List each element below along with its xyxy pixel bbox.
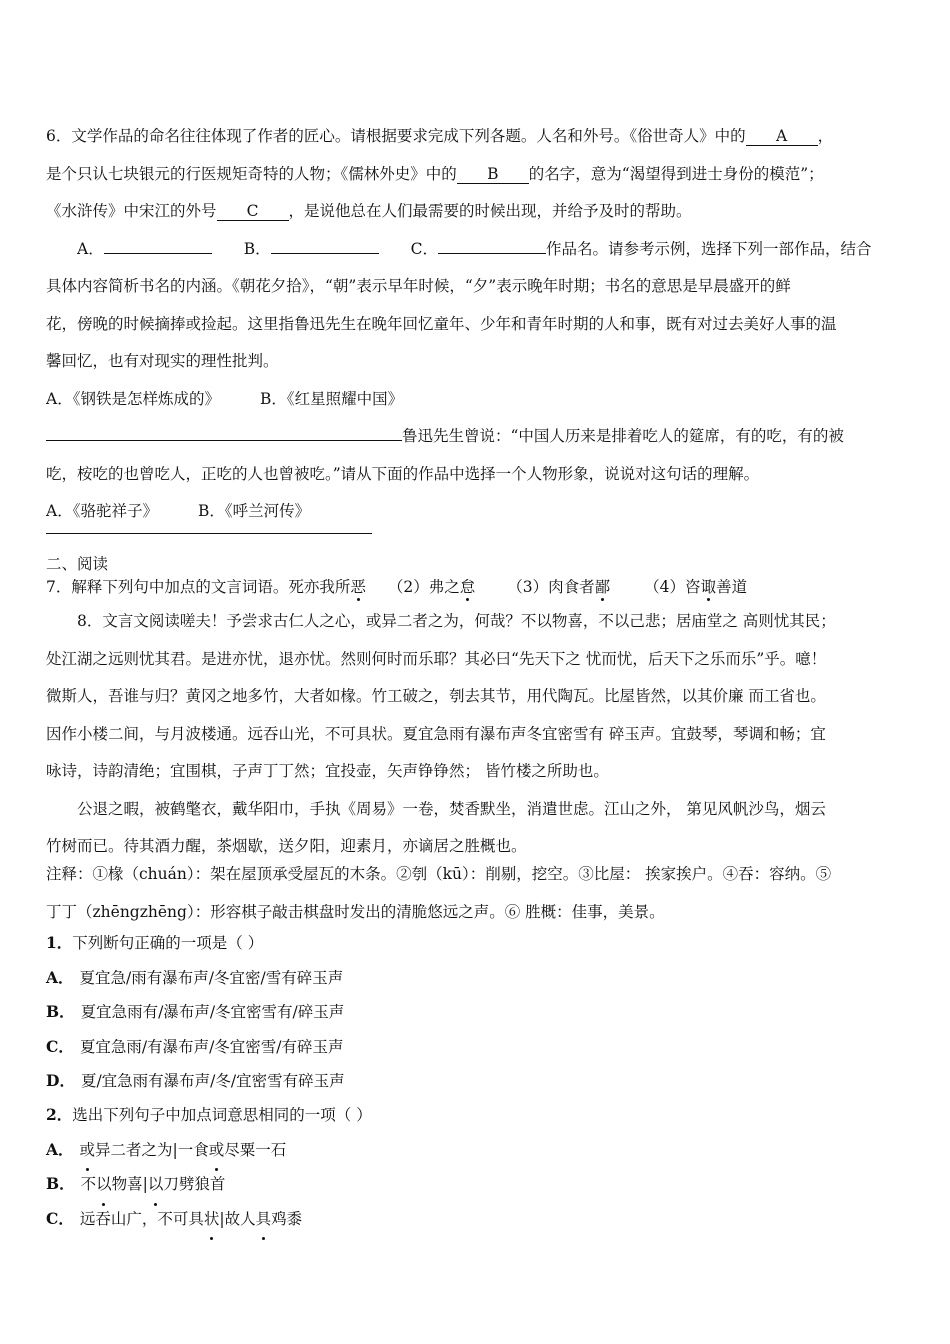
question-6 xyxy=(46,118,904,531)
q6-line-6: 花，傍晚的时候摘捧或捡起。这里指鲁迅先生在晚年回忆童年、少年和青年时期的人和事，既有对过去美好人事的温 xyxy=(46,314,837,333)
sub2-option-c[interactable]: C． 远吞山广，不可具状|故人具鸡黍 xyxy=(46,1202,904,1237)
question-8-passage xyxy=(46,603,904,866)
q6-line-5: 具体内容简析书名的内涵。《朝花夕拾》，“朝”表示早年时候，“夕”表示晚年时期；书名的意思是早晨盛开的鲜 xyxy=(46,277,791,295)
sub-question-1 xyxy=(46,926,904,1099)
annotation-line-1: 注释：①椽（chuán）：架在屋顶承受屋瓦的木条。②刳（kū）：削剔，挖空。③比屋： 挨家挨户。④吞：容纳。⑤ xyxy=(46,865,832,883)
sub2-option-b[interactable]: B． 不以物喜|以刀劈狼首 xyxy=(46,1167,904,1202)
q6-options-1: A．《钢铁是怎样炼成的》 B．《红星照耀中国》 xyxy=(46,389,404,408)
q6-options-2: A．《骆驼祥子》 B．《呼兰河传》 xyxy=(46,502,311,520)
sub1-option-d[interactable]: D． 夏/宜急雨有瀑布声/冬/宜密雪有碎玉声 xyxy=(46,1071,345,1090)
q6-line-1: 6．文学作品的命名往往体现了作者的匠心。请根据要求完成下列各题。人名和外号。《俗世奇人》中的 A ， xyxy=(46,127,834,145)
answer-line-b[interactable] xyxy=(271,253,379,254)
passage-line-2: 处江湖之远则忧其君。是进亦忧，退亦忧。然则何时而乐耶？其必曰“先天下之 忧而忧，后天下之乐而乐”乎。噫！ xyxy=(46,649,827,668)
answer-line-a[interactable] xyxy=(104,253,212,254)
sub1-option-a[interactable]: A． 夏宜急/雨有瀑布声/冬宜密/雪有碎玉声 xyxy=(46,967,344,987)
passage-line-1: 8．文言文阅读嗟夫！予尝求古仁人之心，或异二者之为，何哉？不以物喜，不以己悲；居庙堂之 高则忧其民； xyxy=(77,612,836,630)
sub2-option-a[interactable]: A． 或异二者之为|一食或尽粟一石 xyxy=(46,1133,904,1168)
section-heading-reading: 二、阅读 xyxy=(46,555,109,573)
blank-a[interactable]: A xyxy=(746,127,818,146)
sub-question-2 xyxy=(46,1098,904,1236)
q6-line-3: 《水浒传》中宋江的外号 C ，是说他总在人们最需要的时候出现，并给予及时的帮助。 xyxy=(46,202,692,220)
q6-line-2: 是个只认七块银元的行医规矩奇特的人物；《儒林外史》中的 B 的名字，意为“渴望得到进士身份的模范”； xyxy=(46,164,824,183)
annotations xyxy=(46,856,904,931)
sub1-stem: 1．下列断句正确的一项是（ ） xyxy=(46,933,264,952)
answer-line-c[interactable] xyxy=(438,253,546,254)
sub1-option-b[interactable]: B． 夏宜急雨有/瀑布声/冬宜密雪有/碎玉声 xyxy=(46,1002,345,1021)
q6-line-10: 吃，桉吃的也曾吃人，正吃的人也曾被吃。”请从下面的作品中选择一个人物形象，说说对这句话的理解。 xyxy=(46,464,760,483)
blank-c[interactable]: C xyxy=(217,202,289,221)
answer-line-bottom[interactable] xyxy=(46,533,372,534)
sub2-stem: 2．选出下列句子中加点词意思相同的一项（ ） xyxy=(46,1105,372,1124)
q6-line-4: A． B． C． 作品名。请参考示例，选择下列一部作品，结合 xyxy=(77,239,872,258)
passage-line-6: 公退之暇，被鹤氅衣，戴华阳巾，手执《周易》一卷，焚香默坐，消遣世虑。江山之外， 第见风帆沙鸟，烟云 xyxy=(77,799,826,818)
question-7: 7．解释下列句中加点的文言词语。死亦我所恶 （2）弗之怠 （3）肉食者鄙 （4）咨诹善道 xyxy=(46,575,747,597)
sub1-option-c[interactable]: C． 夏宜急雨/有瀑布声/冬宜密雪/有碎玉声 xyxy=(46,1036,344,1056)
passage-line-5: 咏诗，诗韵清绝；宜围棋，子声丁丁然；宜投壶，矢声铮铮然； 皆竹楼之所助也。 xyxy=(46,762,609,780)
passage-line-4: 因作小楼二间，与月波楼通。远吞山光，不可具状。夏宜急雨有瀑布声冬宜密雪有 碎玉声。宜鼓琴，琴调和畅；宜 xyxy=(46,724,826,743)
passage-line-7: 竹树而已。待其酒力醒，茶烟歇，送夕阳，迎素月，亦谪居之胜概也。 xyxy=(46,837,527,855)
answer-line-long[interactable] xyxy=(46,440,402,441)
passage-line-3: 微斯人，吾谁与归？黄冈之地多竹，大者如椽。竹工破之，刳去其节，用代陶瓦。比屋皆然，以其价廉 而工省也。 xyxy=(46,687,826,705)
q6-line-9: 鲁迅先生曾说：“中国人历来是排着吃人的筵席，有的吃，有的被 xyxy=(46,418,904,456)
q6-line-7: 馨回忆，也有对现实的理性批判。 xyxy=(46,352,279,370)
blank-b[interactable]: B xyxy=(457,165,529,184)
annotation-line-2: 丁丁（zhēngzhēng）：形容棋子敲击棋盘时发出的清脆悠远之声。⑥ 胜概：佳事，美景。 xyxy=(46,902,665,921)
